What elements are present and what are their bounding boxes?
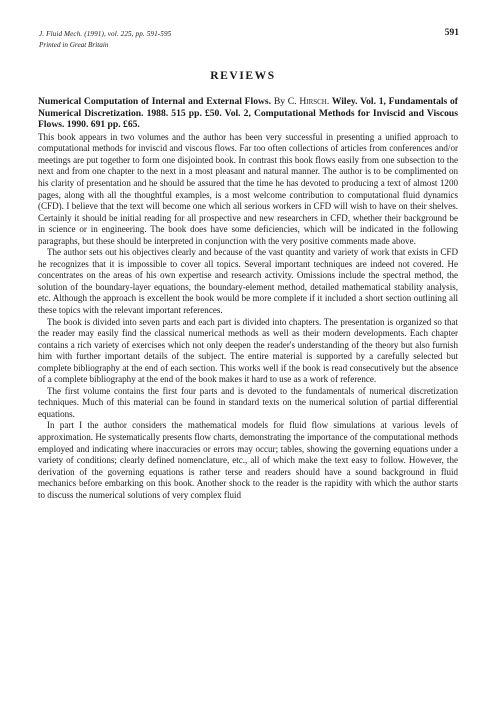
review-paragraph: The book is divided into seven parts and each part is divided into chapters. The presentation is organized so that the reader may easily find the classical numerical methods as well as their modern developments. Each chapter contains a rich variety of exercises which not only deepen the reader's understanding of the theory but also furnish him with further important details of the subject. The entire material is supported by a carefully selected but complete bibliography at the end of each section. This works well if the book is read consecutively but the absence of a complete bibliography at the end of the book makes it hard to use as a work of reference. <box>38 316 458 385</box>
book-title: Numerical Computation of Internal and External Flows. <box>38 96 272 107</box>
section-title: REVIEWS <box>210 70 276 82</box>
journal-reference: J. Fluid Mech. (1991), vol. 225, pp. 591-595 <box>39 30 172 38</box>
printed-in-note: Printed in Great Britain <box>39 41 109 49</box>
review-paragraph: This book appears in two volumes and the author has been very successful in presenting a unified approach to computational methods for inviscid and viscous flows. Far too often collections of articles from conferences and/or meetings are put together to form one disjointed book. In contrast this book flows easily from one subsection to the next and from one chapter to the next in a most pleasant and natural manner. The author is to be complimented on his clarity of presentation and he should be assured that the time he has devoted to producing a text of almost 1200 pages, along with all the thoughtful examples, is a most welcome contribution to computational fluid dynamics (CFD). I believe that the text will become one which all serious workers in CFD will wish to have on their shelves. Certainly it should be initial reading for all prospective and new researchers in CFD, whether their background be in science or in engineering. The book does have some deficiencies, which will be indicated in the following paragraphs, but these should be interpreted in conjunction with the very positive comments made above. <box>38 131 458 246</box>
publisher-info: Wiley. Vol. 1, Fundamentals of Numerical Discretization. 1988. 515 pp. £50. Vol. 2, Computational Methods for Inviscid and Viscous Flows. 1990. 691 pp. £65. <box>38 96 459 131</box>
review-paragraph: The author sets out his objectives clearly and because of the vast quantity and variety of work that exists in CFD he recognizes that it is impossible to cover all topics. Several important techniques are indeed not covered. He concentrates on the areas of his own expertise and research activity. Omissions include the spectral method, the solution of the boundary-layer equations, the boundary-element method, detailed mathematical stability analysis, etc. Although the approach is excellent the book would be more complete if it included a short section outlining all these topics with the relevant important references. <box>38 247 458 315</box>
review-paragraph: In part I the author considers the mathematical models for fluid flow simulations at various levels of approximation. He systematically presents flow charts, demonstrating the importance of the computational methods employed and indicating where inaccuracies or errors may occur; tables, showing the governing equations under a variety of conditions; clearly defined nomenclature, etc., all of which make the text easy to follow. However, the derivation of the governing equations is rather terse and readers should have a sound background in fluid mechanics before embarking on this book. Another shock to the reader is the rapidity with which the author starts to discuss the numerical solutions of very complex fluid <box>38 420 458 500</box>
book-author: C. Hirsch. <box>287 96 330 107</box>
review-paragraph: The first volume contains the first four parts and is devoted to the fundamentals of numerical discretization techniques. Much of this material can be found in standard texts on the numerical solution of partial differential equations. <box>38 385 458 419</box>
running-head <box>39 30 459 54</box>
review-body <box>38 96 458 501</box>
by-label: By <box>273 96 286 107</box>
page-number: 591 <box>444 28 459 38</box>
review-heading <box>38 96 458 131</box>
